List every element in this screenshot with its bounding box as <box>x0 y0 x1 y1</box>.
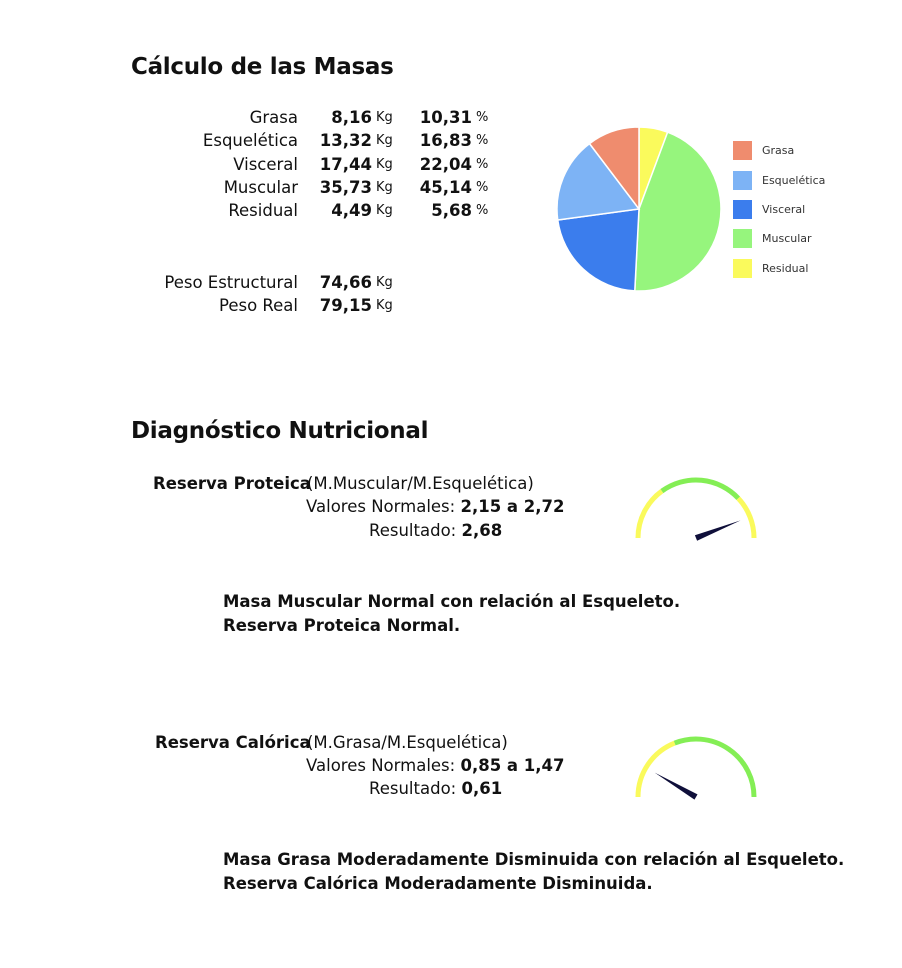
pct-value: 5,68 <box>431 201 472 220</box>
legend-label: Grasa <box>762 143 795 157</box>
legend-label: Esquelética <box>762 173 826 187</box>
pct-value: 22,04 <box>419 155 472 174</box>
legend-label: Muscular <box>762 231 812 245</box>
legend-swatch <box>733 141 752 160</box>
legend-swatch <box>733 259 752 278</box>
calorica-gauge <box>628 729 764 801</box>
message-line: Reserva Proteica Normal. <box>223 616 461 635</box>
peso-real-label: Peso Real <box>218 296 298 315</box>
kg-unit: Kg <box>376 275 393 290</box>
gauge-band-normal <box>675 739 754 797</box>
legend-item <box>733 140 794 160</box>
message-line: Masa Grasa Moderadamente Disminuida con relación al Esqueleto. <box>223 850 845 869</box>
legend-item <box>733 170 825 190</box>
kg-value: 8,16 <box>331 108 372 127</box>
resultado <box>369 519 502 542</box>
kg-unit: Kg <box>376 157 393 172</box>
kg-value: 4,49 <box>331 201 372 220</box>
kg-unit: Kg <box>376 180 393 195</box>
reserva-proteica-formula: (M.Muscular/M.Esquelética) <box>307 474 534 493</box>
reserva-calorica-title: Reserva Calórica <box>155 733 311 752</box>
resultado-value: 0,61 <box>461 779 503 798</box>
legend-label: Visceral <box>762 202 806 216</box>
message-line: Reserva Calórica Moderadamente Disminuida. <box>223 874 653 893</box>
row-label: Esquelética <box>202 131 298 150</box>
peso-estructural-label: Peso Estructural <box>164 273 298 292</box>
peso-estructural-value: 74,66 <box>319 273 372 292</box>
legend-label: Residual <box>762 261 809 275</box>
pct-unit: % <box>476 180 489 195</box>
kg-unit: Kg <box>376 133 393 148</box>
legend-item <box>733 199 805 219</box>
legend-swatch <box>733 229 752 248</box>
kg-unit: Kg <box>376 298 393 313</box>
gauge-band-low <box>638 743 675 797</box>
reserva-calorica-formula: (M.Grasa/M.Esquelética) <box>307 733 508 752</box>
legend-item <box>733 228 812 248</box>
kg-unit: Kg <box>376 110 393 125</box>
row-label: Muscular <box>223 178 298 197</box>
gauge-band-low <box>638 491 662 538</box>
valores-normales-label: Valores Normales: <box>306 497 456 516</box>
valores-normales <box>306 754 565 777</box>
row-label: Visceral <box>233 155 298 174</box>
section-title-diagnostico: Diagnóstico Nutricional <box>131 418 429 444</box>
proteica-message <box>223 590 680 638</box>
pct-unit: % <box>476 110 489 125</box>
calorica-message <box>223 848 844 896</box>
legend-swatch <box>733 200 752 219</box>
pct-unit: % <box>476 133 489 148</box>
pct-unit: % <box>476 203 489 218</box>
message-line: Masa Muscular Normal con relación al Esqueleto. <box>223 592 681 611</box>
legend-swatch <box>733 171 752 190</box>
valores-normales <box>306 495 565 518</box>
row-label: Grasa <box>249 108 298 127</box>
kg-unit: Kg <box>376 203 393 218</box>
reserva-proteica-title: Reserva Proteica <box>153 474 311 493</box>
pct-value: 45,14 <box>419 178 472 197</box>
gauge-needle <box>655 773 698 800</box>
resultado-value: 2,68 <box>461 521 503 540</box>
kg-value: 35,73 <box>319 178 372 197</box>
kg-value: 17,44 <box>319 155 372 174</box>
pct-value: 16,83 <box>419 131 472 150</box>
kg-value: 13,32 <box>319 131 372 150</box>
peso-real-value: 79,15 <box>319 296 372 315</box>
pct-value: 10,31 <box>419 108 472 127</box>
valores-normales-value: 0,85 a 1,47 <box>460 756 565 775</box>
section-title-masas: Cálculo de las Masas <box>131 54 394 80</box>
resultado-label: Resultado: <box>369 521 457 540</box>
gauge-needle <box>695 520 741 540</box>
proteica-gauge <box>628 470 764 542</box>
gauge-band-normal <box>662 480 738 498</box>
row-label: Residual <box>228 201 298 220</box>
valores-normales-label: Valores Normales: <box>306 756 456 775</box>
pct-unit: % <box>476 157 489 172</box>
resultado-label: Resultado: <box>369 779 457 798</box>
valores-normales-value: 2,15 a 2,72 <box>460 497 565 516</box>
legend-item <box>733 258 808 278</box>
gauge-band-high <box>738 498 754 538</box>
pie-chart <box>550 120 730 300</box>
resultado <box>369 777 502 800</box>
pie-slice-visceral <box>558 209 639 291</box>
